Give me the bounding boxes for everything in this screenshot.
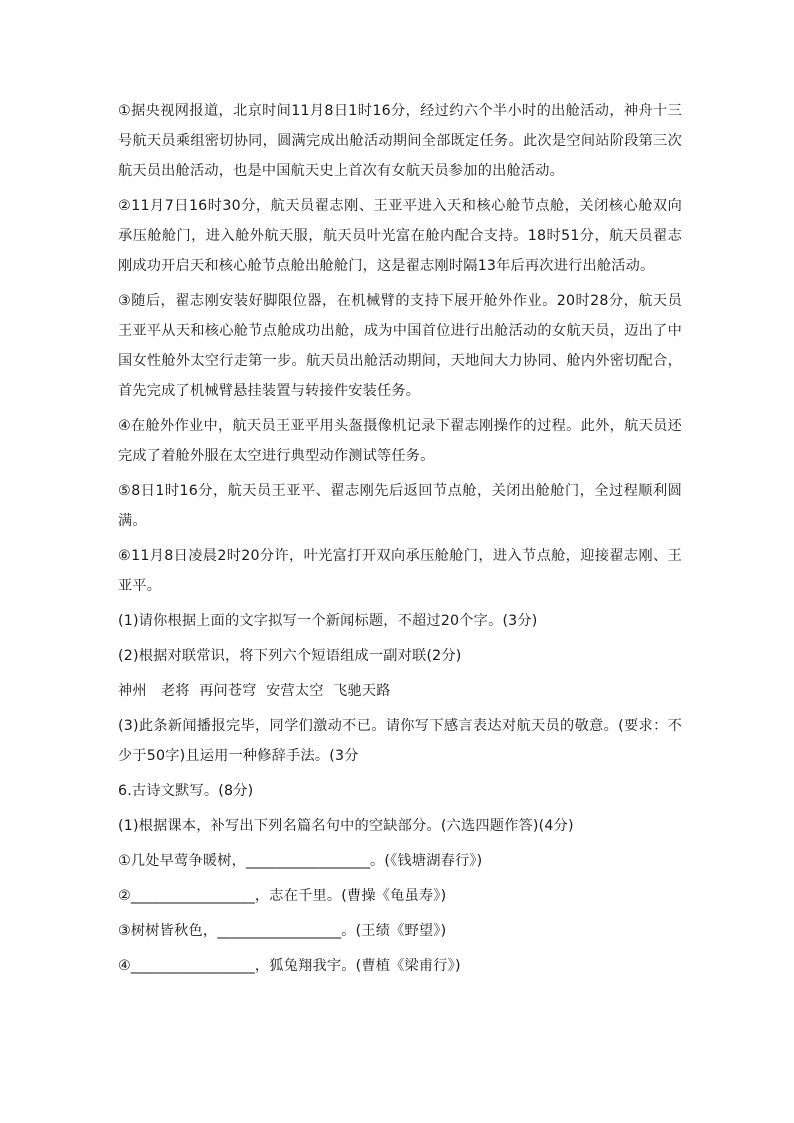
news-paragraph-1: ①据央视网报道，北京时间11月8日1时16分，经过约六个半小时的出舱活动，神舟十三号航天员乘组密切协同，圆满完成出舱活动期间全部既定任务。此次是空间站阶段第三次航天员出舱活动，也是中国航天史上首次有女航天员参加的出舱活动。 [118, 103, 682, 179]
question-2: (2)根据对联常识，将下列六个短语组成一副对联(2分) [118, 648, 462, 664]
question-3: (3)此条新闻播报完毕，同学们激动不已。请你写下感言表达对航天员的敬意。(要求：不少于50字)且运用一种修辞手法。(3分 [118, 718, 682, 764]
section-6-title: 6.古诗文默写。(8分) [118, 783, 254, 799]
news-paragraph-4: ④在舱外作业中，航天员王亚平用头盔摄像机记录下翟志刚操作的过程。此外，航天员还完成了着舱外服在太空进行典型动作测试等任务。 [118, 418, 682, 464]
news-paragraph-6: ⑥11月8日凌晨2时20分许，叶光富打开双向承压舱舱门，进入节点舱，迎接翟志刚、王亚平。 [118, 548, 682, 594]
section-6-instruction: (1)根据课本，补写出下列名篇名句中的空缺部分。(六选四题作答)(4分) [118, 818, 574, 834]
poem-item-4: ④_________________，狐兔翔我宇。(曹植《梁甫行》) [118, 958, 461, 974]
poem-item-2: ②_________________，志在千里。(曹操《龟虽寿》) [118, 888, 447, 904]
poem-item-3: ③树树皆秋色，_________________。(王绩《野望》) [118, 923, 447, 939]
news-paragraph-5: ⑤8日1时16分，航天员王亚平、翟志刚先后返回节点舱，关闭出舱舱门，全过程顺利圆满。 [118, 483, 682, 529]
couplet-phrases: 神州 老将 再问苍穹 安营太空 飞驰天路 [118, 683, 391, 699]
news-paragraph-2: ②11月7日16时30分，航天员翟志刚、王亚平进入天和核心舱节点舱，关闭核心舱双向承压舱舱门，进入舱外航天服，航天员叶光富在舱内配合支持。18时51分，航天员翟志刚成功开启天和核心舱节点舱出舱舱门，这是翟志刚时隔13年后再次进行出舱活动。 [118, 198, 682, 274]
poem-item-1: ①几处早莺争暖树，_________________。(《钱塘湖春行》) [118, 853, 483, 869]
news-paragraph-3: ③随后，翟志刚安装好脚限位器，在机械臂的支持下展开舱外作业。20时28分，航天员王亚平从天和核心舱节点舱成功出舱，成为中国首位进行出舱活动的女航天员，迈出了中国女性舱外太空行走第一步。航天员出舱活动期间，天地间大力协同、舱内外密切配合，首先完成了机械臂悬挂装置与转接件安装任务。 [118, 293, 682, 399]
question-1: (1)请你根据上面的文字拟写一个新闻标题，不超过20个字。(3分) [118, 613, 538, 629]
document-page [118, 96, 682, 986]
